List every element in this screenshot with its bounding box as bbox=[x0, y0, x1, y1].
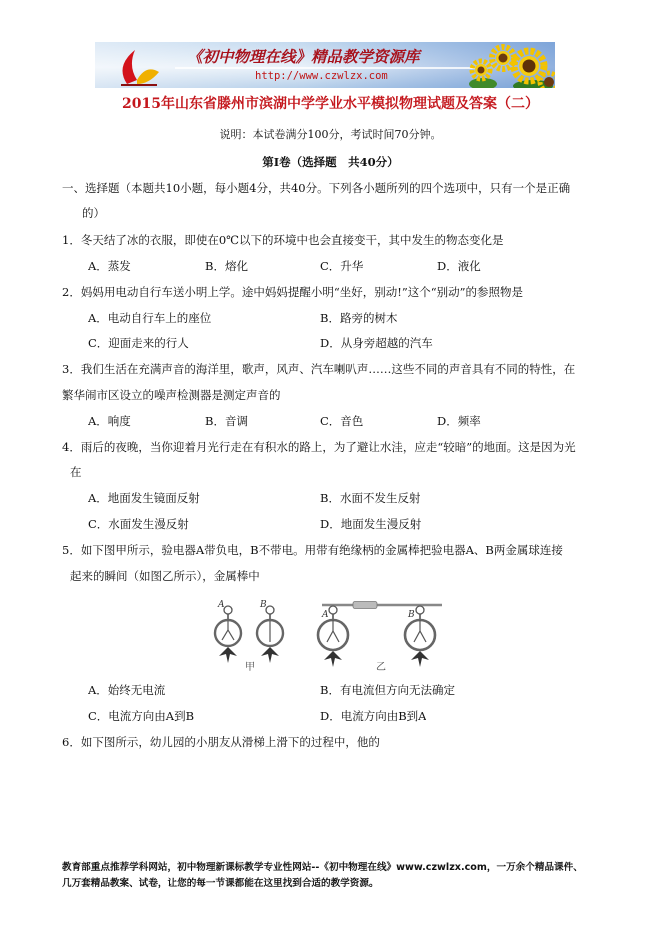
question-5-option-c: C．电流方向由A到B bbox=[88, 709, 195, 723]
site-logo bbox=[113, 44, 165, 88]
question-2-option-b: B．路旁的树木 bbox=[320, 311, 398, 325]
figure-label-jia-b: B bbox=[260, 600, 267, 610]
instructions-line: 的） bbox=[82, 206, 105, 220]
question-5-option-b: B．有电流但方向无法确定 bbox=[320, 683, 455, 697]
instructions-line: 一、选择题（本题共10小题，每小题4分，共40分。下列各小题所列的四个选项中，只有一个是正确 bbox=[62, 181, 571, 195]
electroscope-b-jia bbox=[257, 606, 283, 663]
question-1-option-b: B．熔化 bbox=[205, 259, 248, 273]
question-4-option-b: B．水面不发生反射 bbox=[320, 491, 421, 505]
exam-title: 2015年山东省滕州市滨湖中学学业水平模拟物理试题及答案（二） bbox=[122, 96, 539, 112]
electroscope-a-jia bbox=[215, 606, 241, 663]
metal-rod bbox=[322, 602, 442, 609]
question-4-option-a: A．地面发生镜面反射 bbox=[88, 491, 200, 505]
section-heading: 第Ⅰ卷（选择题 共40分） bbox=[262, 155, 399, 169]
question-3-stem: 3．我们生活在充满声音的海洋里，歌声，风声、汽车喇叭声……这些不同的声音具有不同的特性，在 bbox=[62, 362, 576, 376]
question-3-option-b: B．音调 bbox=[205, 414, 248, 428]
question-4-option-d: D．地面发生漫反射 bbox=[320, 517, 422, 531]
banner-title: 《初中物理在线》精品教学资源库 bbox=[187, 47, 420, 66]
question-5-option-a: A．始终无电流 bbox=[88, 683, 166, 697]
question-2-option-c: C．迎面走来的行人 bbox=[88, 336, 189, 350]
question-2-option-d: D．从身旁超越的汽车 bbox=[320, 336, 433, 350]
question-1-option-c: C．升华 bbox=[320, 259, 364, 273]
sunflower-decoration bbox=[463, 42, 555, 88]
exam-note: 说明：本试卷满分100分，考试时间70分钟。 bbox=[219, 128, 442, 141]
question-1-option-a: A．蒸发 bbox=[88, 259, 131, 273]
figure-label-yi-a: A bbox=[322, 610, 329, 620]
question-1-stem: 1．冬天结了冰的衣服，即使在0℃以下的环境中也会直接变干，其中发生的物态变化是 bbox=[62, 233, 504, 247]
banner-url: http://www.czwlzx.com bbox=[255, 70, 388, 82]
question-5-stem: 起来的瞬间（如图乙所示），金属棒中 bbox=[70, 569, 260, 583]
figure-label-jia-a: A bbox=[218, 600, 225, 610]
question-4-option-c: C．水面发生漫反射 bbox=[88, 517, 189, 531]
question-3-stem: 繁华闹市区设立的噪声检测器是测定声音的 bbox=[62, 388, 281, 402]
footer-line: 教育部重点推荐学科网站，初中物理新课标教学专业性网站--《初中物理在线》www.czwlzx.com，一万余个精品课件、 bbox=[62, 862, 583, 873]
footer-line: 几万套精品教案、试卷，让您的每一节课都能在这里找到合适的教学资源。 bbox=[62, 878, 379, 889]
question-4-stem: 在 bbox=[70, 465, 82, 479]
figure-label-yi-b: B bbox=[408, 610, 415, 620]
question-2-option-a: A．电动自行车上的座位 bbox=[88, 311, 212, 325]
question-6-stem: 6．如下图所示，幼儿园的小朋友从滑梯上滑下的过程中，他的 bbox=[62, 735, 380, 749]
question-2-stem: 2．妈妈用电动自行车送小明上学。途中妈妈提醒小明“坐好，别动!”这个“别动”的参照物是 bbox=[62, 285, 523, 299]
question-1-option-d: D．液化 bbox=[437, 259, 481, 273]
question-5-option-d: D．电流方向由B到A bbox=[320, 709, 427, 723]
question-5-stem: 5．如下图甲所示，验电器A带负电，B不带电。用带有绝缘柄的金属棒把验电器A、B两金属球连接 bbox=[62, 543, 563, 557]
figure-caption-yi: 乙 bbox=[376, 662, 386, 673]
electroscope-figure bbox=[205, 597, 455, 677]
figure-caption-jia: 甲 bbox=[245, 662, 255, 673]
question-3-option-a: A．响度 bbox=[88, 414, 131, 428]
question-3-option-d: D．频率 bbox=[437, 414, 481, 428]
question-3-option-c: C．音色 bbox=[320, 414, 364, 428]
site-banner bbox=[95, 42, 555, 88]
question-4-stem: 4．雨后的夜晚，当你迎着月光行走在有积水的路上，为了避让水洼，应走“较暗”的地面。这是因为光 bbox=[62, 440, 576, 454]
